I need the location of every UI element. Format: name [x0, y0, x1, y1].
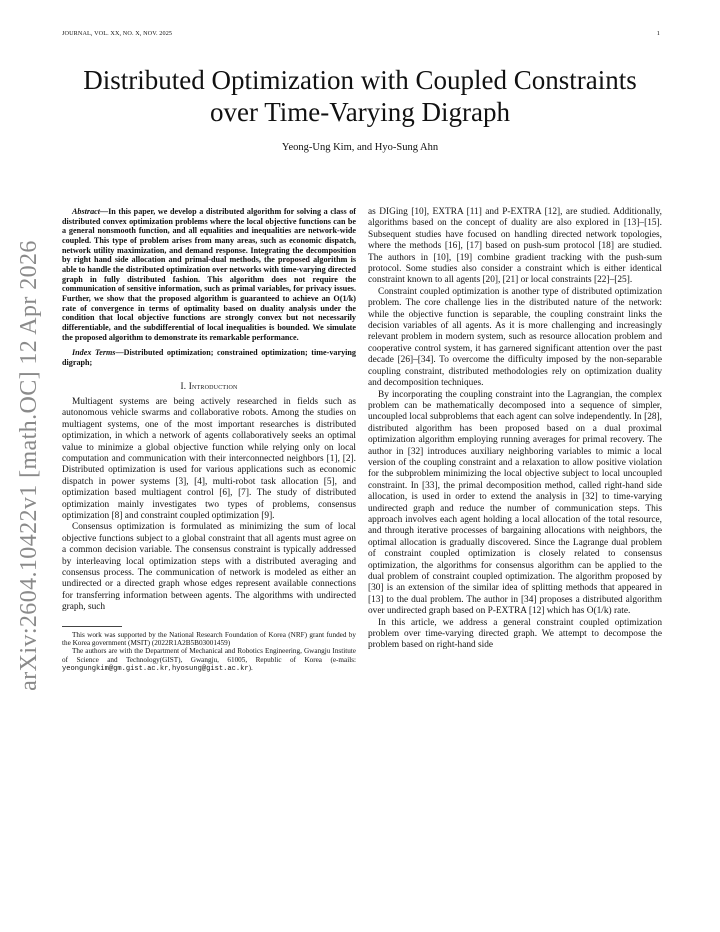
title-line-2: over Time-Varying Digraph	[210, 97, 510, 127]
abstract-label: Abstract	[72, 207, 100, 216]
footnote-rule	[62, 626, 122, 627]
footnote-funding: This work was supported by the National Research Foundation of Korea (NRF) grant funded by the Korea government (MSIT) (2022R1A2B5B03001459)	[62, 630, 356, 647]
paragraph: Multiagent systems are being actively researched in fields such as autonomous vehicle swarms and collaborative robots. Among the studies on multiagent systems, one of the most important researches is distributed optimization, in which a network of agents collaboratively seeks an optimal value to minimize a global objective function while relying only on local computation and communication with their interconnected neighbors [1], [2]. Distributed optimization is used for various applications such as economic dispatch in power systems [3], [4], multi-robot task allocation [5], and optimization based multiagent control [6], [7]. The study of distributed optimization mainly investigates two types of problems, consensus optimization [8] and constraint coupled optimization [9].	[62, 396, 356, 521]
index-terms	[62, 348, 356, 367]
paragraph: as DIGing [10], EXTRA [11] and P-EXTRA [12], are studied. Additionally, algorithms based on the concept of duality are also explored in [13]–[15]. Subsequent studies have focused on handling directed network topologies, where the methods [16], [17] based on push-sum protocol [18] are studied. The authors in [10], [19] combine gradient tracking with the push-sum protocol. Some studies also consider a constraint which is either identical constraint known to all agents [20], [21] or local constraints [22]–[25].	[368, 207, 662, 286]
paragraph: In this article, we address a general constraint coupled optimization problem over time-varying directed graph. We attempt to decompose the problem based on right-hand side	[368, 617, 662, 651]
affiliation-close: ).	[248, 663, 253, 672]
email-link[interactable]: yeongungkim@gm.gist.ac.kr	[62, 664, 169, 673]
affiliation-text: The authors are with the Department of Mechanical and Robotics Engineering, Gwangju Institute of Science and Technology(GIST), Gwangju, 61005, Republic of Korea (e-mails:	[62, 647, 356, 664]
arxiv-stamp-text: arXiv:2604.10422v1 [math.OC] 12 Apr 2026	[15, 239, 42, 691]
arxiv-stamp	[4, 239, 54, 691]
abstract	[62, 207, 356, 342]
index-terms-label: Index Terms	[72, 348, 116, 358]
title-line-1: Distributed Optimization with Coupled Constraints	[83, 65, 637, 95]
paper-title	[60, 64, 660, 128]
email-link[interactable]: hyosung@gist.ac.kr	[172, 664, 249, 673]
abstract-text: —In this paper, we develop a distributed algorithm for solving a class of distributed convex optimization problems where the local objective functions can be a general nonsmooth function, and all equalities and inequalities are network-wide coupled. This type of problem arises from many areas, such as economic dispatch, network utility maximization, and demand response. Integrating the decomposition by right hand side allocation and primal-dual methods, the proposed algorithm is able to handle the distributed optimization over networks with time-varying directed graph in fully distributed fashion. This algorithm does not require the communication of sensitive information, such as primal variables, for privacy issues. Further, we show that the proposed algorithm is guaranteed to achieve an O(1/k) rate of convergence in terms of optimality based on duality analysis under the condition that local objective functions are strongly convex but not necessarily differentiable, and the subdifferential of local inequalities is bounded. We simulate the proposed algorithm to demonstrate its remarkable performance.	[62, 207, 356, 342]
paragraph: Constraint coupled optimization is another type of distributed optimization problem. The core challenge lies in the distributed nature of the network: while the objective function is separable, the coupling constraint links the decision variables of all agents. As it is more challenging and increasingly relevant problem in modern system, such as resource allocation problem and cooperative control system, it has garnered significant attention over the past decade [26]–[34]. To overcome the difficulty imposed by the non-separable coupling constraint, distributed methodologies rely on optimization duality and decomposition techniques.	[368, 286, 662, 389]
index-terms-text: —Distributed optimization; constrained optimization; time-varying digraph;	[62, 348, 356, 367]
section-title: Introduction	[188, 380, 238, 391]
journal-header: JOURNAL, VOL. XX, NO. X, NOV. 2025	[62, 30, 173, 37]
right-column	[368, 207, 662, 652]
paragraph: Consensus optimization is formulated as minimizing the sum of local objective functions subject to a global constraint that all agents must agree on a common decision variable. The consensus constraint is typically addressed by interleaving local optimization steps with a distributed averaging and consensus process. The communication of network is modeled as either an undirected or a directed graph whose edges represent available connections for transferring information between agents. The algorithms with undirected graph, such	[62, 522, 356, 613]
left-column	[62, 207, 356, 673]
page-number: 1	[656, 30, 660, 37]
footnote-affiliation: The authors are with the Department of Mechanical and Robotics Engineering, Gwangju Institute of Science and Technology(GIST), Gwangju, 61005, Republic of Korea (e-mails: yeongungkim@gm.gist.ac.kr, hyosung@gist.ac.kr).	[62, 647, 356, 673]
paragraph: By incorporating the coupling constraint into the Lagrangian, the complex problem can be mathematically decomposed into a sequence of simpler, uncoupled local subproblems that each agent can solve independently. In [28], distributed algorithm has been proposed based on a dual proximal optimization algorithm employing running averages for primal recovery. The author in [32] introduces auxiliary neighboring variables to mimic a local version of the coupling constraint and a relaxation to allow positive violation for the subproblem minimizing the local objective subject to local uncoupled constraint. In [33], the primal decomposition method, called right-hand side allocation, is used in order to extend the analysis in [32] to time-varying undirected graph and reduce the number of communication steps. This approach involves each agent holding a local allocation of the total resource, and through iterative processes of bargaining allocations with neighbors, the optimal allocation is gradually discovered. Since the Lagrange dual problem of constraint coupled optimization is closely related to consensus optimization, the algorithms for consensus algorithm can be applied to the dual problem of constraint coupled optimization. The algorithm proposed by [30] is an extension of the similar idea of splitting methods that appeared in [13] to the dual problem. The author in [34] proposes a distributed algorithm over undirected graph based on P-EXTRA [12] which has O(1/k) rate.	[368, 389, 662, 617]
section-numeral: I.	[180, 380, 187, 391]
authors: Yeong-Ung Kim, and Hyo-Sung Ahn	[281, 142, 439, 153]
section-heading-introduction	[62, 381, 356, 392]
